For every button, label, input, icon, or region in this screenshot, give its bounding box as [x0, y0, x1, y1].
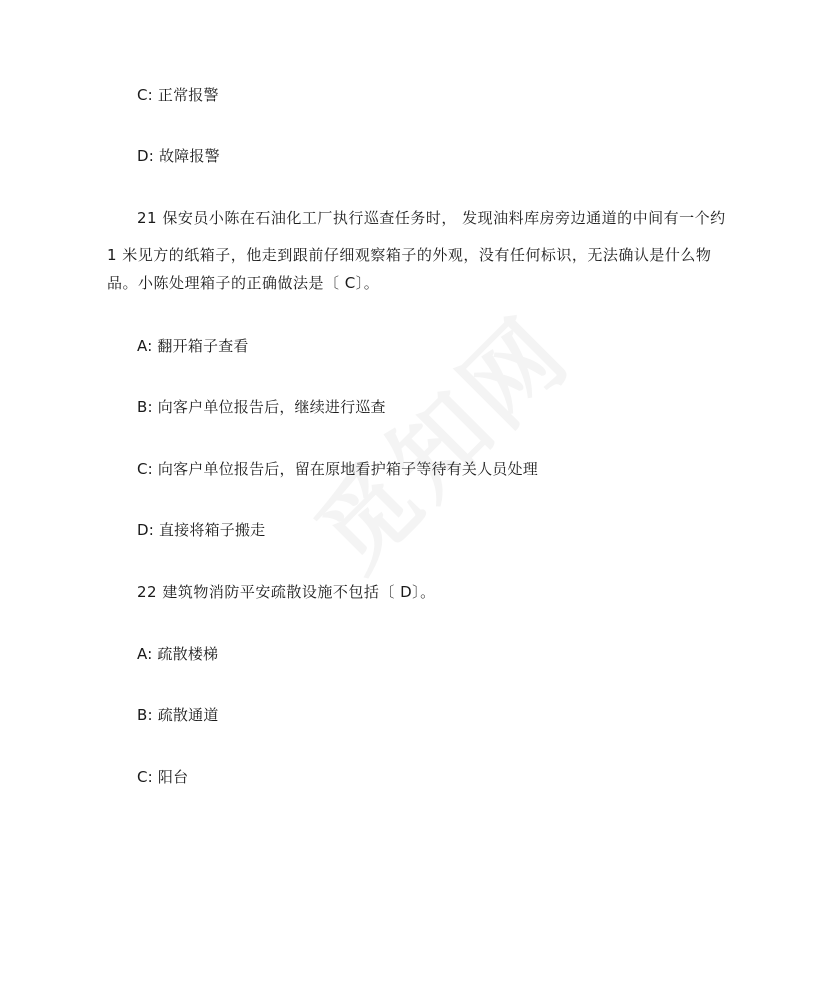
q22-option-b: B: 疏散通道	[137, 706, 219, 724]
watermark	[281, 282, 594, 595]
q20-option-c: C: 正常报警	[137, 86, 219, 104]
q20-option-d: D: 故障报警	[137, 147, 220, 165]
q22-option-c: C: 阳台	[137, 768, 189, 786]
q21-option-d: D: 直接将箱子搬走	[137, 521, 266, 539]
q21-option-a: A: 翻开箱子查看	[137, 337, 249, 355]
q21-option-b: B: 向客户单位报告后，继续进行巡查	[137, 398, 386, 416]
q22-text-line1: 22 建筑物消防平安疏散设施不包括〔 D〕。	[137, 583, 436, 601]
q21-text-line3: 品。小陈处理箱子的正确做法是〔 C〕。	[107, 274, 380, 292]
q21-text-line2: 1 米见方的纸箱子，他走到跟前仔细观察箱子的外观，没有任何标识，无法确认是什么物	[107, 246, 712, 264]
q22-option-a: A: 疏散楼梯	[137, 645, 219, 663]
q21-text-line1: 21 保安员小陈在石油化工厂执行巡查任务时， 发现油料库房旁边通道的中间有一个约	[137, 209, 726, 227]
q21-option-c: C: 向客户单位报告后，留在原地看护箱子等待有关人员处理	[137, 460, 538, 478]
